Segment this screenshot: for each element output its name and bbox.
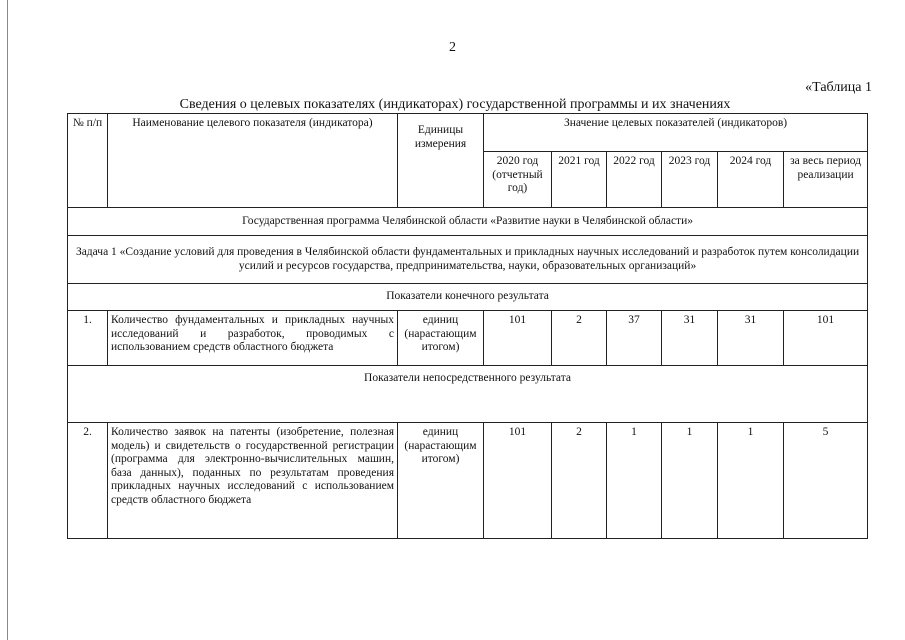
header-year-2021: 2021 год [552, 152, 607, 208]
indicators-table [67, 113, 868, 539]
section-direct-results: Показатели непосредственного результата [68, 366, 868, 423]
row-value-2022: 1 [607, 423, 662, 539]
row-value-2020: 101 [484, 311, 552, 366]
header-values-group: Значение целевых показателей (индикаторов) [484, 114, 868, 152]
row-num: 1. [68, 311, 108, 366]
table-reference: «Таблица 1 [805, 80, 872, 95]
row-value-total: 5 [784, 423, 868, 539]
row-unit: единиц (нарастающим итогом) [398, 423, 484, 539]
task-row: Задача 1 «Создание условий для проведения в Челябинской области фундаментальных и прикладных научных исследований и разработок путем консолидации усилий и ресурсов государства, предпринимательства, науки, образовательных организаций» [68, 236, 868, 284]
header-unit: Единицы измерения [398, 114, 484, 208]
row-value-2020: 101 [484, 423, 552, 539]
page-number: 2 [449, 40, 456, 55]
row-value-2021: 2 [552, 423, 607, 539]
header-num: № п/п [68, 114, 108, 208]
header-year-2024: 2024 год [718, 152, 784, 208]
row-value-2022: 37 [607, 311, 662, 366]
table-row [68, 423, 868, 539]
header-name: Наименование целевого показателя (индикатора) [108, 114, 398, 208]
section-final-results: Показатели конечного результата [68, 284, 868, 311]
header-year-2023: 2023 год [662, 152, 718, 208]
row-value-2024: 1 [718, 423, 784, 539]
row-unit: единиц (нарастающим итогом) [398, 311, 484, 366]
header-year-2022: 2022 год [607, 152, 662, 208]
row-num: 2. [68, 423, 108, 539]
row-value-2024: 31 [718, 311, 784, 366]
header-total-period: за весь период реализации [784, 152, 868, 208]
row-indicator-name: Количество фундаментальных и прикладных научных исследований и разработок, проводимых с использованием средств областного бюджета [108, 311, 398, 366]
row-indicator-name: Количество заявок на патенты (изобретение, полезная модель) и свидетельств о государственной регистрации (программа для электронно-вычислительных машин, база данных), поданных по результатам проведения прикладных научных исследований с использованием средств областного бюджета [108, 423, 398, 539]
header-year-2020: 2020 год (отчетный год) [484, 152, 552, 208]
row-value-2023: 31 [662, 311, 718, 366]
row-value-total: 101 [784, 311, 868, 366]
row-value-2023: 1 [662, 423, 718, 539]
page-edge-line [7, 0, 8, 640]
table-row [68, 311, 868, 366]
program-row: Государственная программа Челябинской области «Развитие науки в Челябинской области» [68, 208, 868, 236]
row-value-2021: 2 [552, 311, 607, 366]
table-caption: Сведения о целевых показателях (индикаторах) государственной программы и их значениях [179, 97, 731, 112]
